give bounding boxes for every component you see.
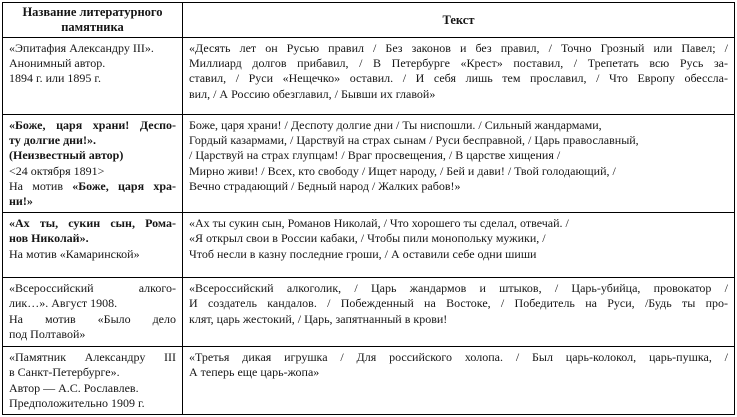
table-row	[3, 38, 735, 115]
text-segment: вил, / А Россию обезглавил, / Бывши их главой»	[189, 86, 436, 101]
text-line	[189, 118, 728, 133]
text-segment: «Памятник Александру III	[9, 350, 176, 365]
monument-name-cell	[3, 38, 183, 115]
text-segment: Предположительно 1909 г.	[9, 395, 145, 410]
column-header-text: Текст	[183, 3, 735, 38]
text-line	[189, 179, 728, 194]
text-line	[189, 312, 728, 327]
text-segment: Вечно страдающий / Бедный народ / Жалких рабов!»	[189, 178, 461, 193]
text-cell	[183, 38, 735, 115]
text-segment: лик…». Август 1908.	[9, 296, 118, 311]
text-segment: Анонимный автор.	[9, 56, 106, 71]
text-line	[9, 312, 176, 327]
text-line	[9, 164, 176, 179]
column-header-monument-name: Название литературного памятника	[3, 3, 183, 38]
text-line	[9, 194, 176, 209]
text-line	[189, 247, 728, 262]
monument-name-cell	[3, 347, 183, 415]
text-line	[9, 231, 176, 246]
text-segment: Миллиард долгов прибавил, / В Петербурге «Крест» поставил, / Трепетать всю Русь за-	[189, 56, 728, 71]
text-segment: / Царствуй на страх глупцам! / Враг просвещения, / В царстве хищения /	[189, 148, 561, 163]
header-row	[3, 3, 735, 38]
text-line	[9, 281, 176, 296]
text-line	[9, 179, 176, 194]
text-line	[9, 247, 176, 262]
text-line	[9, 41, 176, 56]
text-line	[9, 350, 176, 365]
text-segment: Автор — А.С. Рославлев.	[9, 380, 139, 395]
monument-name-cell	[3, 115, 183, 213]
text-segment: Гордый казармами, / Царствуй на страх сынам / Руси бесправной, / Царь православный,	[189, 133, 639, 148]
text-segment: На мотив «Камаринской»	[9, 246, 140, 261]
bold-text-segment: «Боже, царя храни! Деспо-	[9, 118, 176, 132]
bold-text-segment: ни!»	[9, 194, 33, 209]
text-line	[9, 148, 176, 163]
text-line	[189, 56, 728, 71]
text-segment: «Ах ты сукин сын, Романов Николай, / Что хорошего ты сделал, отвечай. /	[189, 216, 569, 231]
text-segment: Чтоб несли в казну последние гроши, / А оставили себе одни шиши	[189, 246, 537, 261]
text-segment: На мотив	[9, 178, 73, 193]
table-body	[3, 38, 735, 415]
text-segment: в Санкт-Петербурге».	[9, 365, 120, 380]
text-segment: Мирно живи! / Всех, кто свободу / Ищет народу, / Бей и дави! / Твой голодающий, /	[189, 163, 616, 178]
text-segment: <24 октября 1891>	[9, 163, 105, 178]
text-segment: На мотив «Было дело	[9, 311, 176, 326]
text-segment: «Десять лет он Русью правил / Без законов и без правил, / Точно Грозный или Павел; /	[189, 41, 728, 55]
text-segment: И создатель кандалов. / Побежденный на Востоке, / Победитель на Руси, /Будь ты про-	[189, 296, 728, 311]
text-line	[189, 71, 728, 86]
text-line	[189, 216, 728, 231]
text-line	[189, 296, 728, 311]
table-row	[3, 213, 735, 278]
bold-text-segment: нов Николай».	[9, 231, 89, 246]
text-segment: «Всероссийский алкоголик, / Царь жандармов и штыков, / Царь-убийца, провокатор /	[189, 281, 728, 296]
text-line	[189, 350, 728, 365]
text-cell	[183, 213, 735, 278]
text-line	[9, 56, 176, 71]
text-line	[189, 231, 728, 246]
text-segment: ставил, / Руси «Нещечко» оставил. / И себя лишь тем прославил, / Что Европу обессла-	[189, 71, 728, 86]
text-line	[9, 296, 176, 311]
text-segment: «Эпитафия Александру III».	[9, 41, 154, 55]
table-row	[3, 115, 735, 213]
monument-name-cell	[3, 278, 183, 347]
text-segment: 1894 г. или 1895 г.	[9, 71, 101, 86]
text-line	[189, 133, 728, 148]
text-segment: «Третья дикая игрушка / Для российского холопа. / Был царь-колокол, царь-пушка, /	[189, 350, 728, 365]
text-segment: «Я открыл свои в России кабаки, / Чтобы пили монопольку мужики, /	[189, 231, 546, 246]
text-line	[189, 87, 728, 102]
text-segment: клят, царь жестокий, / Царь, запятнанный в крови!	[189, 311, 448, 326]
text-line	[9, 118, 176, 133]
text-line	[9, 381, 176, 396]
text-cell	[183, 278, 735, 347]
text-line	[9, 133, 176, 148]
text-line	[189, 281, 728, 296]
table-row	[3, 278, 735, 347]
text-line	[9, 327, 176, 342]
bold-text-segment: (Неизвестный автор)	[9, 148, 124, 163]
monument-name-cell	[3, 213, 183, 278]
text-line	[189, 164, 728, 179]
text-line	[9, 396, 176, 411]
text-line	[189, 148, 728, 163]
bold-text-segment: «Ах ты, сукин сын, Рома-	[9, 216, 176, 231]
text-segment: А теперь еще царь-жопа»	[189, 365, 320, 380]
text-line	[9, 216, 176, 231]
text-line	[9, 365, 176, 380]
text-cell	[183, 115, 735, 213]
table-row	[3, 347, 735, 415]
literary-monuments-table	[2, 2, 735, 415]
text-cell	[183, 347, 735, 415]
text-line	[9, 71, 176, 86]
text-segment: Боже, царя храни! / Деспоту долгие дни / Ты ниспошли. / Сильный жандармами,	[189, 118, 602, 132]
text-line	[189, 365, 728, 380]
text-line	[189, 41, 728, 56]
bold-text-segment: ту долгие дни!».	[9, 133, 96, 148]
text-segment: под Полтавой»	[9, 326, 86, 341]
bold-text-segment: «Боже, царя хра-	[72, 178, 176, 193]
text-segment: «Всероссийский алкого-	[9, 281, 176, 296]
